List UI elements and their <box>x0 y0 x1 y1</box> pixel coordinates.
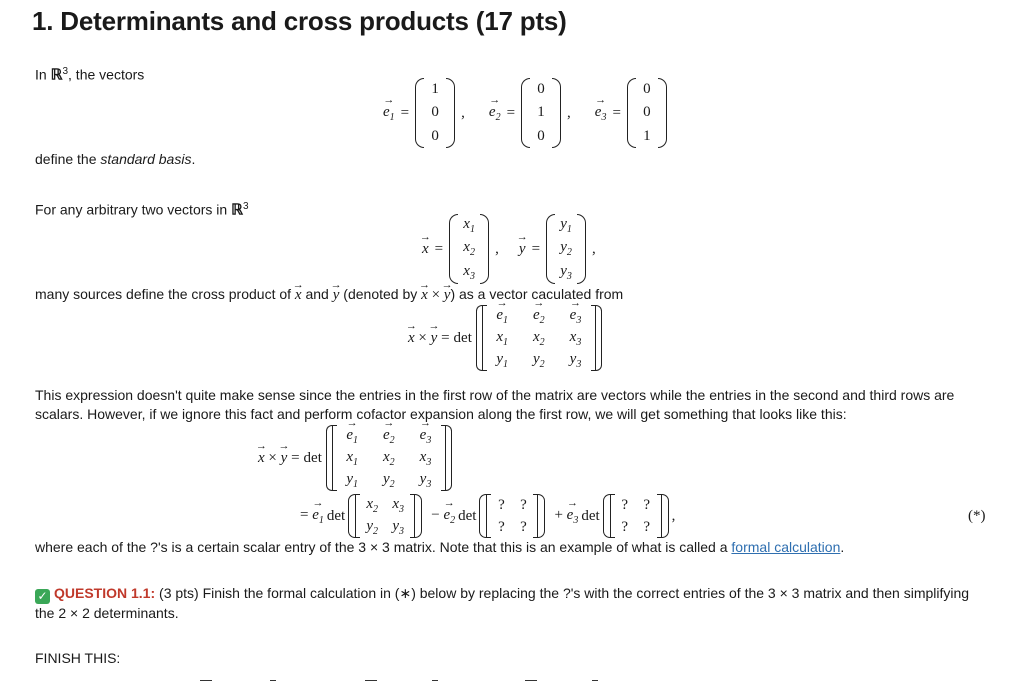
xy-vectors-equation: → x = $x_1$ $x_2$ $x_3$ , → y = $y_1$ $y_2$ $y_3$ , <box>422 214 596 284</box>
intro-text: In ℝ$^3$, the vectors <box>35 66 145 84</box>
explanation-line-1: This expression doesn't quite make sense since the entries in the first row of the matrix are vectors while the entries in the second and third rows are <box>35 387 955 403</box>
question-1-1: ✓ QUESTION 1.1: (3 pts) Finish the formal calculation in (∗) below by replacing the ?'s with the correct entries of the 3 × 3 matrix and then simplifying the 2 × 2 determinants. <box>35 585 970 621</box>
e3-column-vector: 0 0 1 <box>627 78 667 148</box>
cropped-matrix-top <box>200 680 820 686</box>
e2-column-vector: 0 1 0 <box>521 78 561 148</box>
checkmark-icon: ✓ <box>35 589 50 604</box>
formal-calculation-link[interactable]: formal calculation <box>731 539 841 555</box>
page-title: 1. Determinants and cross products (17 pts) <box>32 6 567 36</box>
y-column-vector: $y_1$ $y_2$ $y_3$ <box>546 214 586 284</box>
e3-symbol: → $e_3$ <box>595 104 607 123</box>
placeholder-explanation: where each of the ?'s is a certain scalar entry of the 3 × 3 matrix. Note that this is an example of what is called a formal calculation. <box>35 539 845 555</box>
explanation-line-2: scalars. However, if we ignore this fact and perform cofactor expansion along the first row, we will get something that looks like this: <box>35 406 847 422</box>
arbitrary-vectors-text: For any arbitrary two vectors in ℝ$^3$ <box>35 201 249 219</box>
finish-label: FINISH THIS: <box>35 650 121 666</box>
x-column-vector: $x_1$ $x_2$ $x_3$ <box>449 214 489 284</box>
e1-symbol: → $e_1$ <box>383 104 395 123</box>
cross-product-determinant: → x × → y = det → $e_1$ → $e_2$ → $e_3$ $x_1$ $x_2$ $x_3$ $y_1$ $y_2$ $y_3$ <box>408 305 602 371</box>
e2-symbol: → $e_2$ <box>489 104 501 123</box>
equation-label: (*) <box>968 508 986 524</box>
cofactor-expansion: = → $e_1$ det $x_2$ $x_3$ $y_2$ $y_3$ − → $e_2$ det ? ? ? ? + → $e_3$ det ? ? ? ? , <box>300 494 675 538</box>
cross-product-definition-text: many sources define the cross product of → x and → y (denoted by → x × → y) as a vector caculated from <box>35 285 623 305</box>
standard-basis-equation: → $e_1$ = 1 0 0 , → $e_2$ = 0 1 0 , → $e_3$ = 0 0 1 <box>383 78 667 148</box>
standard-basis-text: define the standard basis. <box>35 151 196 167</box>
e1-column-vector: 1 0 0 <box>415 78 455 148</box>
expansion-determinant: → x × → y = det → $e_1$ → $e_2$ → $e_3$ $x_1$ $x_2$ $x_3$ $y_1$ $y_2$ $y_3$ <box>258 425 452 491</box>
